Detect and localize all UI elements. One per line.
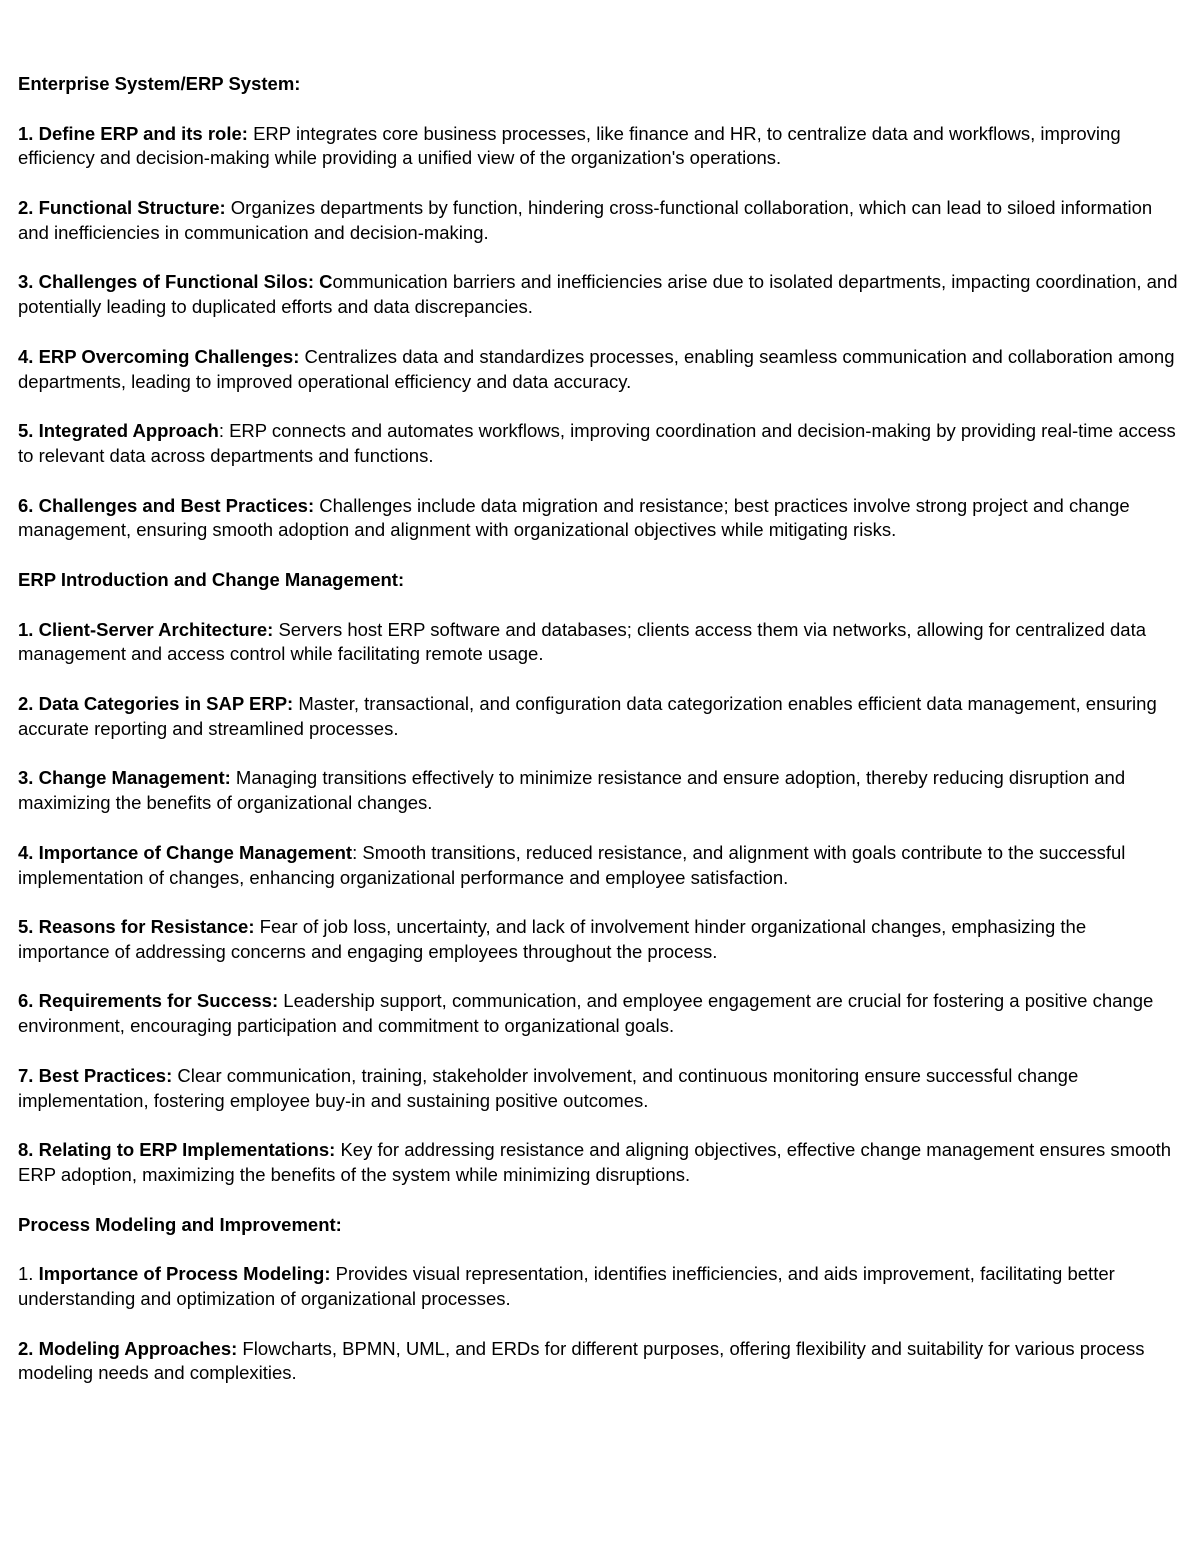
item-number: 4. — [18, 841, 39, 863]
list-item — [18, 1064, 1182, 1114]
item-text: Flowcharts, BPMN, UML, and ERDs for different purposes, offering flexibility and suitability for various process modeling needs and complexities. — [18, 1337, 1145, 1384]
document-page — [18, 72, 1182, 1411]
item-lead: Challenges and Best Practices: — [38, 494, 315, 516]
item-text: Centralizes data and standardizes processes, enabling seamless communication and collaboration among departments, leading to improved operational efficiency and data accuracy. — [18, 345, 1175, 392]
item-text: Provides visual representation, identifies inefficiencies, and aids improvement, facilitating better understanding and optimization of organizational processes. — [18, 1263, 1115, 1310]
item-text: Organizes departments by function, hindering cross-functional collaboration, which can lead to siloed information and inefficiencies in communication and decision-making. — [18, 196, 1153, 243]
item-text: : ERP connects and automates workflows, improving coordination and decision-making by providing real-time access to relevant data across departments and functions. — [18, 420, 1176, 466]
item-lead: ERP Overcoming Challenges: — [38, 345, 300, 367]
item-text: Key for addressing resistance and aligning objectives, effective change management ensures smooth ERP adoption, maximizing the benefits of the system while minimizing disruptions. — [18, 1139, 1172, 1186]
item-lead: Relating to ERP Implementations: — [38, 1139, 336, 1161]
list-item — [18, 618, 1182, 668]
item-lead: Data Categories in SAP ERP: — [38, 692, 294, 714]
list-item — [18, 122, 1182, 172]
item-number: 2. — [18, 1337, 39, 1359]
item-number: 1. — [18, 122, 39, 144]
item-number: 6. — [18, 494, 39, 516]
list-item — [18, 915, 1182, 965]
list-item — [18, 270, 1182, 320]
item-number: 2. — [18, 692, 39, 714]
item-text: : Smooth transitions, reduced resistance, and alignment with goals contribute to the successful implementation of changes, enhancing organizational performance and employee satisfaction. — [18, 841, 1126, 888]
item-number: 6. — [18, 990, 39, 1012]
item-lead: Importance of Process Modeling: — [38, 1263, 331, 1285]
list-item — [18, 494, 1182, 544]
list-item — [18, 345, 1182, 395]
item-number: 1. — [18, 618, 39, 640]
item-text: Leadership support, communication, and employee engagement are crucial for fostering a positive change environment, encouraging participation and commitment to organizational goals. — [18, 990, 1154, 1037]
item-lead: Change Management: — [38, 767, 231, 789]
item-number: 7. — [18, 1064, 39, 1086]
item-number: 3. — [18, 271, 39, 293]
list-item — [18, 1337, 1182, 1387]
item-lead: Define ERP and its role: — [38, 122, 248, 144]
item-lead: Reasons for Resistance: — [38, 916, 255, 938]
list-item — [18, 1138, 1182, 1188]
list-item — [18, 692, 1182, 742]
list-item — [18, 196, 1182, 246]
list-item — [18, 1262, 1182, 1312]
list-item — [18, 989, 1182, 1039]
item-text: Fear of job loss, uncertainty, and lack of involvement hinder organizational changes, emphasizing the importance of addressing concerns and engaging employees throughout the process. — [18, 916, 1087, 962]
section-heading-process-modeling: Process Modeling and Improvement: — [18, 1213, 342, 1235]
item-text: ERP integrates core business processes, like finance and HR, to centralize data and workflows, improving efficiency and decision-making while providing a unified view of the organization's operations. — [18, 122, 1121, 169]
item-number: 5. — [18, 916, 39, 938]
list-item — [18, 841, 1182, 891]
list-item — [18, 766, 1182, 816]
item-number: 1. — [18, 1263, 39, 1285]
item-number: 3. — [18, 767, 39, 789]
item-lead: Integrated Approach — [38, 420, 219, 442]
item-text: ommunication barriers and inefficiencies arise due to isolated departments, impacting coordination, and potentially leading to duplicated efforts and data discrepancies. — [18, 271, 1178, 318]
item-number: 4. — [18, 345, 39, 367]
item-text: Master, transactional, and configuration data categorization enables efficient data management, ensuring accurate reporting and streamlined processes. — [18, 692, 1157, 739]
item-lead: Client-Server Architecture: — [38, 618, 274, 640]
item-text: Challenges include data migration and resistance; best practices involve strong project and change management, ensuring smooth adoption and alignment with organizational objectives while mitigating risks. — [18, 494, 1130, 541]
item-number: 5. — [18, 420, 39, 442]
item-number: 2. — [18, 196, 39, 218]
item-lead: Importance of Change Management — [38, 841, 353, 863]
item-lead: Functional Structure: — [38, 196, 226, 218]
item-number: 8. — [18, 1139, 39, 1161]
section-heading-change-management: ERP Introduction and Change Management: — [18, 568, 405, 590]
item-text: Servers host ERP software and databases; clients access them via networks, allowing for centralized data management and access control while facilitating remote usage. — [18, 618, 1146, 665]
list-item — [18, 419, 1182, 469]
item-text: Clear communication, training, stakeholder involvement, and continuous monitoring ensure successful change implementation, fostering employee buy-in and sustaining positive outcomes. — [18, 1064, 1079, 1111]
item-lead: Challenges of Functional Silos: C — [38, 271, 333, 293]
item-text: Managing transitions effectively to minimize resistance and ensure adoption, thereby reducing disruption and maximizing the benefits of organizational changes. — [18, 767, 1126, 814]
item-lead: Requirements for Success: — [38, 990, 279, 1012]
item-lead: Modeling Approaches: — [38, 1337, 238, 1359]
item-lead: Best Practices: — [38, 1064, 173, 1086]
section-heading-enterprise-system: Enterprise System/ERP System: — [18, 73, 301, 94]
